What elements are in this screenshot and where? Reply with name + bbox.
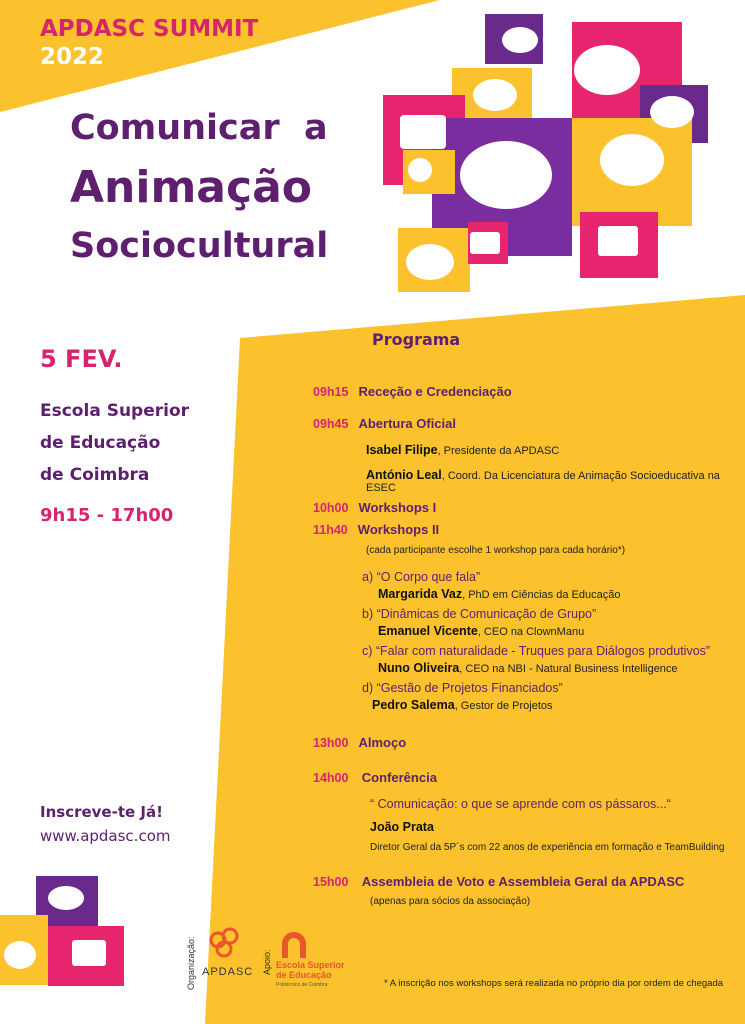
workshop-speaker — [378, 624, 584, 638]
program-item — [313, 416, 456, 431]
speaker-role: , CEO na ClownManu — [477, 626, 585, 638]
item-label: Abertura Oficial — [358, 416, 456, 431]
program-item — [313, 384, 512, 399]
program-item — [313, 522, 439, 537]
speaker-name: João Prata — [370, 820, 434, 834]
item-label: Conferência — [361, 770, 437, 785]
speaker-name: Pedro Salema — [372, 698, 455, 712]
workshop-speaker — [378, 587, 620, 601]
speaker — [366, 443, 559, 457]
conference-role: Diretor Geral da 5P´s com 22 anos de experiência em formação e TeamBuilding — [370, 842, 725, 853]
workshops-note: (cada participante escolhe 1 workshop para cada horário*) — [366, 545, 626, 556]
venue-line-3: de Coimbra — [40, 465, 150, 485]
item-time: 13h00 — [313, 736, 349, 750]
item-time: 11h40 — [313, 523, 348, 537]
title-line-2: Animação — [70, 162, 312, 213]
program-item — [313, 735, 406, 750]
item-time: 09h15 — [313, 385, 349, 399]
item-time: 10h00 — [313, 501, 349, 515]
workshop-speaker — [378, 661, 678, 675]
esec-sub: Politécnico de Coimbra — [276, 982, 328, 988]
program-item — [313, 770, 437, 785]
program-item — [313, 874, 684, 889]
summit-name: APDASC SUMMIT — [40, 16, 259, 42]
organization-label: Organização: — [186, 936, 196, 990]
title-line-1: Comunicar a — [70, 108, 328, 148]
support-label: Apoio: — [262, 949, 272, 975]
esec-line-1: Escola Superior — [276, 960, 345, 970]
speaker-name: Emanuel Vicente — [378, 624, 478, 638]
speaker-role: , Gestor de Projetos — [454, 700, 553, 712]
speaker-role: , CEO na NBI - Natural Business Intelligence — [459, 663, 678, 675]
event-venue — [40, 395, 189, 491]
apdasc-logo-text: APDASC — [202, 966, 254, 978]
item-label: Almoço — [358, 735, 407, 750]
item-label: Workshops II — [357, 522, 440, 537]
item-time: 14h00 — [313, 771, 349, 785]
workshop-title: a) “O Corpo que fala” — [362, 570, 481, 584]
title-line-3: Sociocultural — [70, 226, 329, 266]
speech-bubbles-cluster — [383, 14, 708, 292]
venue-line-2: de Educação — [40, 433, 161, 453]
speech-bubbles-bottom — [0, 876, 124, 986]
speaker-role: , Presidente da APDASC — [437, 445, 560, 457]
event-hours: 9h15 - 17h00 — [40, 505, 174, 526]
speaker-role: , PhD em Ciências da Educação — [462, 589, 621, 601]
event-date: 5 FEV. — [40, 345, 123, 373]
workshop-title: b) “Dinâmicas de Comunicação de Grupo” — [362, 607, 597, 621]
summit-heading — [40, 16, 258, 71]
speaker-name: Nuno Oliveira — [378, 661, 460, 675]
workshop-title: d) “Gestão de Projetos Financiados” — [362, 681, 563, 695]
speaker-role: , Coord. Da Licenciatura de Animação Socioeducativa na ESEC — [366, 470, 720, 494]
workshop-speaker — [372, 698, 553, 712]
speaker-name: António Leal — [366, 468, 442, 482]
venue-line-1: Escola Superior — [40, 401, 190, 421]
speaker-name: Margarida Vaz — [378, 587, 463, 601]
esec-line-2: de Educação — [276, 970, 332, 980]
item-label: Assembleia de Voto e Assembleia Geral da APDASC — [361, 874, 685, 889]
conference-title: “ Comunicação: o que se aprende com os pássaros...“ — [370, 797, 671, 811]
item-time: 15h00 — [313, 875, 349, 889]
footnote: * A inscrição nos workshops será realizada no próprio dia por ordem de chegada — [384, 978, 724, 989]
item-label: Workshops I — [358, 500, 437, 515]
program-yellow-panel — [205, 295, 745, 1024]
esec-logo-text — [276, 960, 345, 990]
website-link[interactable]: www.apdasc.com — [40, 827, 171, 845]
summit-year: 2022 — [40, 43, 105, 70]
speaker-name: Isabel Filipe — [366, 443, 438, 457]
program-item — [313, 500, 436, 515]
assembly-note: (apenas para sócios da associação) — [370, 896, 531, 907]
speaker — [366, 468, 745, 494]
conference-speaker — [370, 820, 434, 834]
program-title: Programa — [372, 330, 461, 349]
signup-block — [40, 800, 171, 848]
workshop-title: c) “Falar com naturalidade - Truques para Diálogos produtivos” — [362, 644, 711, 658]
signup-text: Inscreve-te Já! — [40, 803, 163, 821]
item-time: 09h45 — [313, 417, 349, 431]
item-label: Receção e Credenciação — [358, 384, 512, 399]
